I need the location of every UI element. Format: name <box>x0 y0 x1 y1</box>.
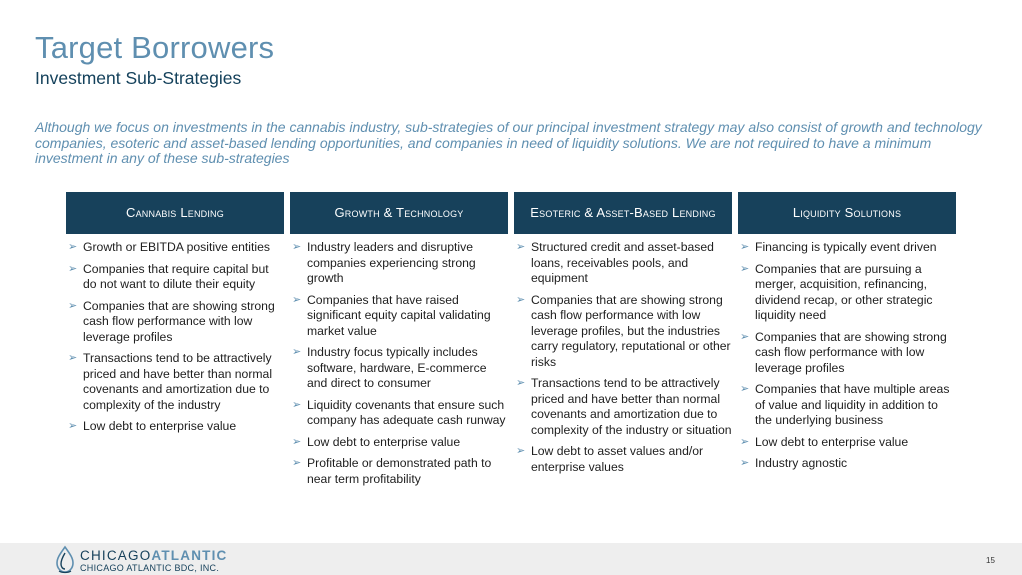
slide-subtitle: Investment Sub-Strategies <box>35 68 242 88</box>
bullet-text: Companies that are showing strong cash flow performance with low leverage profiles, but the industries carry regulatory, reputational or other risks <box>531 292 731 369</box>
bullet-item <box>66 262 284 293</box>
bullet-item <box>738 240 956 256</box>
bullet-text: Industry focus typically includes software, hardware, E-commerce and direct to consumer <box>307 345 487 390</box>
bullet-text: Industry leaders and disruptive companies experiencing strong growth <box>307 240 476 285</box>
column-esoteric-asset-based-lending <box>514 192 732 481</box>
bullet-text: Low debt to enterprise value <box>755 434 909 449</box>
arrow-bullet-icon: ➢ <box>740 241 750 253</box>
arrow-bullet-icon: ➢ <box>68 299 78 312</box>
bullet-text: Low debt to asset values and/or enterprise values <box>531 444 704 474</box>
bullet-item <box>290 240 508 287</box>
column-heading: Liquidity Solutions <box>738 192 956 234</box>
bullet-item <box>290 398 508 429</box>
arrow-bullet-icon: ➢ <box>740 383 750 395</box>
bullet-item <box>738 262 956 324</box>
bullet-item <box>738 382 956 429</box>
bullet-item <box>738 435 956 451</box>
bullet-text: Industry agnostic <box>755 456 848 470</box>
logo-subtitle: CHICAGO ATLANTIC BDC, INC. <box>80 563 220 573</box>
arrow-bullet-icon: ➢ <box>740 262 750 275</box>
bullet-text: Liquidity covenants that ensure such company has adequate cash runway <box>307 397 506 427</box>
bullet-item <box>514 376 732 438</box>
arrow-bullet-icon: ➢ <box>292 398 302 411</box>
arrow-bullet-icon: ➢ <box>292 457 302 469</box>
arrow-bullet-icon: ➢ <box>516 241 526 253</box>
bullet-item <box>66 351 284 413</box>
column-heading: Cannabis Lending <box>66 192 284 234</box>
arrow-bullet-icon: ➢ <box>516 445 526 457</box>
bullet-text: Companies that are pursuing a merger, acquisition, refinancing, dividend recap, or other strategic liquidity need <box>755 261 933 322</box>
company-logo-wordmark <box>80 549 228 563</box>
column-growth-technology <box>290 192 508 493</box>
water-drop-icon <box>52 545 78 575</box>
arrow-bullet-icon: ➢ <box>68 241 78 253</box>
bullet-item <box>66 299 284 346</box>
column-heading: Growth & Technology <box>290 192 508 234</box>
bullet-text: Low debt to enterprise value <box>307 434 461 449</box>
arrow-bullet-icon: ➢ <box>740 330 750 343</box>
bullet-text: Transactions tend to be attractively priced and have better than normal covenants and amortization due to complexity of the industry <box>83 351 273 412</box>
logo-text-atlantic: ATLANTIC <box>151 548 228 563</box>
strategy-columns <box>66 192 956 512</box>
arrow-bullet-icon: ➢ <box>292 241 302 253</box>
bullet-item <box>66 419 284 435</box>
bullet-text: Companies that require capital but do not want to dilute their equity <box>83 261 269 291</box>
arrow-bullet-icon: ➢ <box>516 377 526 389</box>
arrow-bullet-icon: ➢ <box>516 293 526 306</box>
arrow-bullet-icon: ➢ <box>68 352 78 364</box>
logo-text-chicago: CHICAGO <box>80 548 152 563</box>
bullet-text: Growth or EBITDA positive entities <box>83 240 270 254</box>
bullet-item <box>514 293 732 371</box>
bullet-text: Companies that have multiple areas of value and liquidity in addition to the underlying business <box>755 382 950 427</box>
column-list <box>66 240 284 435</box>
bullet-text: Companies that have raised significant equity capital validating market value <box>307 292 491 338</box>
bullet-text: Companies that are showing strong cash flow performance with low leverage profiles <box>755 329 947 375</box>
bullet-item <box>514 444 732 475</box>
bullet-item <box>290 456 508 487</box>
arrow-bullet-icon: ➢ <box>68 420 78 432</box>
arrow-bullet-icon: ➢ <box>292 346 302 358</box>
column-list <box>514 240 732 475</box>
bullet-text: Profitable or demonstrated path to near term profitability <box>307 456 492 486</box>
arrow-bullet-icon: ➢ <box>68 262 78 275</box>
arrow-bullet-icon: ➢ <box>292 435 302 448</box>
page-number: 15 <box>986 556 995 565</box>
column-liquidity-solutions <box>738 192 956 478</box>
bullet-item <box>290 293 508 340</box>
bullet-item <box>738 330 956 377</box>
bullet-text: Financing is typically event driven <box>755 240 937 254</box>
bullet-text: Companies that are showing strong cash flow performance with low leverage profiles <box>83 298 275 344</box>
bullet-item <box>290 435 508 451</box>
bullet-item <box>738 456 956 472</box>
arrow-bullet-icon: ➢ <box>740 457 750 469</box>
bullet-item <box>66 240 284 256</box>
bullet-text: Low debt to enterprise value <box>83 419 237 433</box>
slide-title: Target Borrowers <box>35 30 275 65</box>
bullet-text: Transactions tend to be attractively priced and have better than normal covenants and amortization due to complexity of the industry or situation <box>531 376 732 437</box>
column-heading: Esoteric & Asset-Based Lending <box>514 192 732 234</box>
intro-text: Although we focus on investments in the cannabis industry, sub-strategies of our principal investment strategy may also consist of growth and technology companies, esoteric and asset-based lending opportunities, and companies in need of liquidity solutions. We are not required to have a minimum investment in any of these sub-strategies <box>35 119 982 166</box>
arrow-bullet-icon: ➢ <box>292 293 302 306</box>
arrow-bullet-icon: ➢ <box>740 435 750 448</box>
column-list <box>290 240 508 487</box>
bullet-item <box>290 345 508 392</box>
bullet-text: Structured credit and asset-based loans, receivables pools, and equipment <box>531 240 714 285</box>
bullet-item <box>514 240 732 287</box>
column-list <box>738 240 956 472</box>
column-cannabis-lending <box>66 192 284 441</box>
